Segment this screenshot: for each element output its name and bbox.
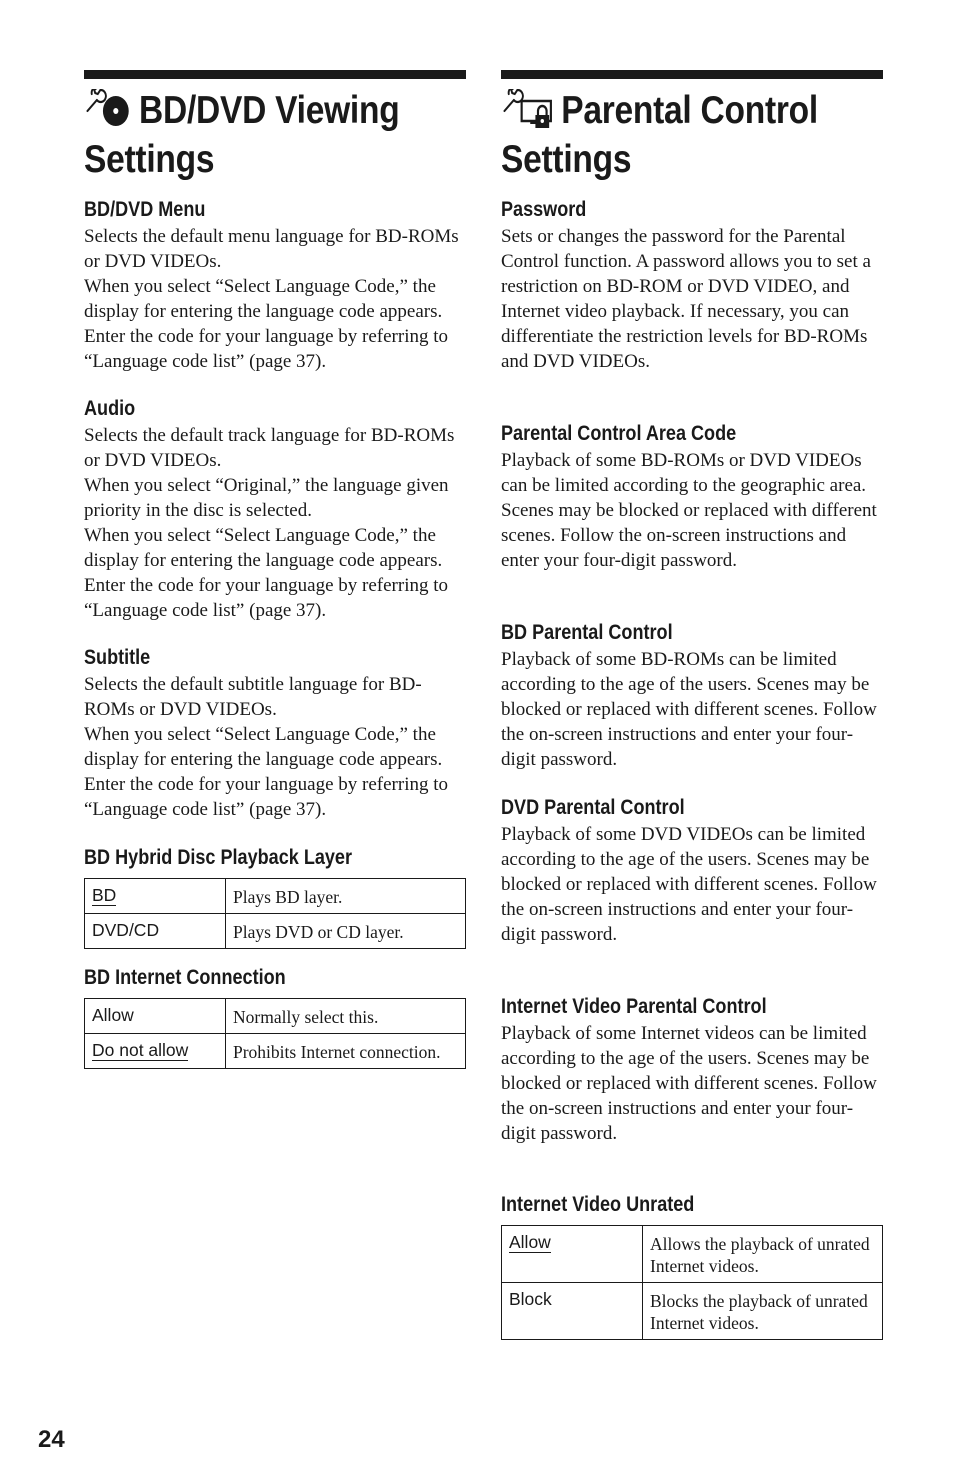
section-paragraph: Playback of some BD-ROMs or DVD VIDEOs can be limited according to the geographic area. Scenes may be blocked or replaced with different scenes. Follow the on-screen instructions and enter your four-digit password.	[501, 450, 877, 571]
table-row	[502, 1283, 883, 1340]
option-description: Prohibits Internet connection.	[226, 1034, 466, 1069]
option-description: Allows the playback of unrated Internet videos.	[643, 1226, 883, 1283]
option-label: Allow	[92, 1005, 134, 1025]
section-paragraph: Playback of some Internet videos can be limited according to the age of the users. Scenes may be blocked or replaced with different scenes. Follow the on-screen instructions and enter your four-digit password.	[501, 1023, 877, 1144]
option-description: Plays BD layer.	[226, 879, 466, 914]
title-line-2: Settings	[501, 138, 632, 181]
section-paragraph: Sets or changes the password for the Parental Control function. A password allows you to set a restriction on BD-ROM or DVD VIDEO, and Internet video playback. If necessary, you can differentiate the restriction levels for BD-ROMs and DVD VIDEOs.	[501, 226, 871, 372]
section-heading: Internet Video Parental Control	[501, 995, 767, 1018]
section-heading: Password	[501, 198, 587, 221]
option-label: DVD/CD	[92, 920, 160, 940]
page-title-bd-dvd	[84, 89, 413, 181]
section-paragraph: When you select “Select Language Code,” the display for entering the language code appears. Enter the code for your language by referring to “Language code list” (page 37).	[84, 276, 449, 372]
table-row	[85, 999, 466, 1034]
section-paragraph: Selects the default subtitle language for BD-ROMs or DVD VIDEOs.	[84, 674, 422, 720]
option-name	[85, 914, 226, 949]
section-paragraph: Playback of some DVD VIDEOs can be limited according to the age of the users. Scenes may be blocked or replaced with different scenes. Follow the on-screen instructions and enter your four-digit password.	[501, 824, 877, 945]
wrench-disc-icon	[84, 89, 134, 138]
table-row	[85, 1034, 466, 1069]
option-name	[85, 879, 226, 914]
section-heading: Audio	[84, 397, 136, 420]
option-name	[85, 1034, 226, 1069]
section-paragraph: When you select “Select Language Code,” the display for entering the language code appears. Enter the code for your language by referring to “Language code list” (page 37).	[84, 525, 449, 621]
section	[501, 995, 883, 1146]
section-paragraph: When you select “Select Language Code,” the display for entering the language code appears. Enter the code for your language by referring to “Language code list” (page 37).	[84, 724, 449, 820]
option-name	[502, 1226, 643, 1283]
table-row	[85, 879, 466, 914]
option-description: Blocks the playback of unrated Internet videos.	[643, 1283, 883, 1340]
section-heading: BD/DVD Menu	[84, 198, 206, 221]
wrench-lock-icon	[501, 89, 556, 138]
section-paragraph: Playback of some BD-ROMs can be limited according to the age of the users. Scenes may be blocked or replaced with different scenes. Follow the on-screen instructions and enter your four-digit password.	[501, 649, 877, 770]
page-title-parental	[501, 89, 830, 181]
section-heading: BD Internet Connection	[84, 966, 286, 989]
section-heading: Subtitle	[84, 646, 151, 669]
title-rule	[84, 70, 466, 79]
title-line-1: BD/DVD Viewing	[139, 89, 400, 132]
right-column	[501, 70, 883, 1333]
section	[501, 621, 883, 772]
option-label: BD	[92, 885, 117, 905]
left-column	[84, 70, 466, 1062]
section-heading: Internet Video Unrated	[501, 1193, 695, 1216]
options-table	[84, 878, 466, 949]
section	[501, 1193, 883, 1340]
page-number: 24	[38, 1426, 65, 1453]
section	[501, 198, 883, 374]
table-row	[502, 1226, 883, 1283]
option-label: Allow	[509, 1232, 551, 1252]
title-line-2: Settings	[84, 138, 215, 181]
option-name	[85, 999, 226, 1034]
option-label: Block	[509, 1289, 552, 1309]
options-table	[84, 998, 466, 1069]
section-heading: Parental Control Area Code	[501, 422, 737, 445]
option-name	[502, 1283, 643, 1340]
section	[501, 422, 883, 573]
options-table	[501, 1225, 883, 1340]
section	[84, 646, 466, 822]
section	[84, 966, 466, 1069]
title-rule	[501, 70, 883, 79]
table-row	[85, 914, 466, 949]
section-heading: BD Hybrid Disc Playback Layer	[84, 846, 353, 869]
option-label: Do not allow	[92, 1040, 189, 1060]
option-description: Normally select this.	[226, 999, 466, 1034]
section-paragraph: Selects the default menu language for BD-ROMs or DVD VIDEOs.	[84, 226, 459, 272]
section	[84, 846, 466, 949]
section-paragraph: When you select “Original,” the language given priority in the disc is selected.	[84, 475, 449, 521]
option-description: Plays DVD or CD layer.	[226, 914, 466, 949]
section-heading: BD Parental Control	[501, 621, 673, 644]
section	[84, 397, 466, 623]
title-line-1: Parental Control	[561, 89, 818, 132]
section	[501, 796, 883, 947]
section-paragraph: Selects the default track language for BD-ROMs or DVD VIDEOs.	[84, 425, 455, 471]
section-heading: DVD Parental Control	[501, 796, 685, 819]
section	[84, 198, 466, 374]
